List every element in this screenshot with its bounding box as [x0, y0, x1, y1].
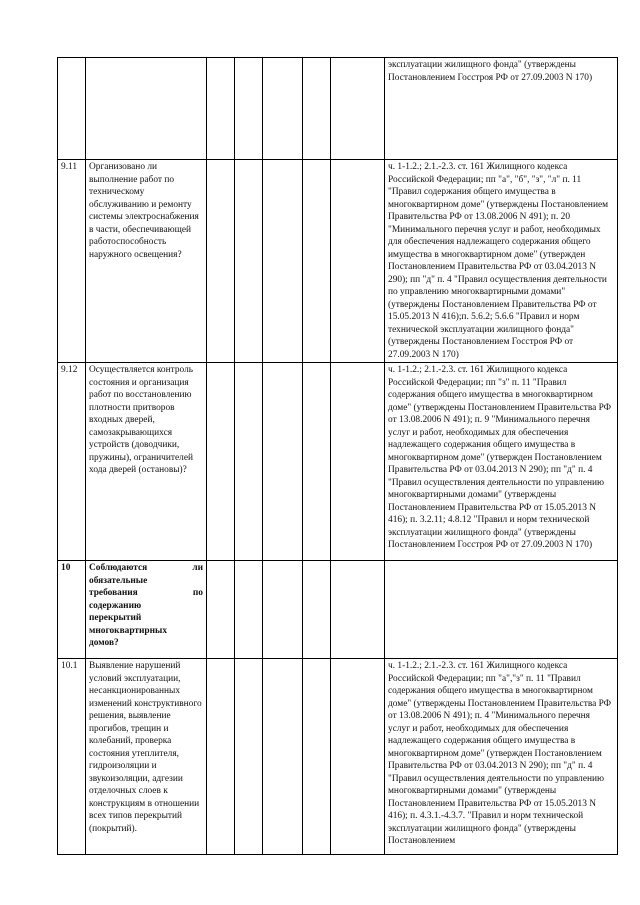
legal-basis-cell: ч. 1-1.2.; 2.1.-2.3. ст. 161 Жилищного кодекса Российской Федерации; пп "а","з" п. 11 "Правил содержания общего имущества в многоквартирном доме" (утверждены Постановлением Правительства РФ от 13.08.2006 N 491); п. 4 "Минимального перечня услуг и работ, необходимых для обеспечения надлежащего содержания общего имущества в многоквартирном доме" (утвержден Постановлением Правительства РФ от 03.04.2013 N 290); пп "д" п. 4 "Правил осуществления деятельности по управлению многоквартирными домами" (утверждены Постановлением Правительства РФ от 15.05.2013 N 416); п. 4.3.1.-4.3.7. "Правил и норм технической эксплуатации жилищного фонда" (утверждены Постановлением [385, 659, 618, 855]
legal-basis-cell [385, 561, 618, 659]
answer-cell [207, 363, 235, 561]
row-number: 9.11 [58, 160, 86, 363]
answer-cell [303, 58, 331, 160]
answer-cell [263, 363, 303, 561]
answer-cell [207, 659, 235, 855]
row-number: 10.1 [58, 659, 86, 855]
checklist-table [57, 57, 618, 855]
table-row [58, 160, 618, 363]
notes-cell [331, 659, 385, 855]
answer-cell [235, 363, 263, 561]
answer-cell [303, 160, 331, 363]
question-line: требования по [89, 588, 203, 598]
notes-cell [331, 363, 385, 561]
answer-cell [263, 659, 303, 855]
notes-cell [331, 561, 385, 659]
question-line: домов? [89, 638, 119, 648]
section-number: 10 [58, 561, 86, 659]
question-cell [86, 58, 207, 160]
answer-cell [303, 363, 331, 561]
question-cell: Организовано ли выполнение работ по техническому обслуживанию и ремонту системы электроснабжения в части, обеспечивающей работоспособность наружного освещения? [86, 160, 207, 363]
answer-cell [263, 58, 303, 160]
notes-cell [331, 58, 385, 160]
answer-cell [235, 561, 263, 659]
table-row [58, 659, 618, 855]
notes-cell [331, 160, 385, 363]
legal-basis-cell: ч. 1-1.2.; 2.1.-2.3. ст. 161 Жилищного кодекса Российской Федерации; пп "а", "б", "з", "л" п. 11 "Правил содержания общего имущества в многоквартирном доме" (утверждены Постановлением Правительства РФ от 13.08.2006 N 491); п. 20 "Минимального перечня услуг и работ, необходимых для обеспечения надлежащего содержания общего имущества в многоквартирном доме" (утвержден Постановлением Правительства РФ от 03.04.2013 N 290); пп "д" п. 4 "Правил осуществления деятельности по управлению многоквартирными домами" (утверждены Постановлением Правительства РФ от 15.05.2013 N 416);п. 5.6.2; 5.6.6 "Правил и норм технической эксплуатации жилищного фонда" (утверждены Постановлением Госстроя РФ от 27.09.2003 N 170) [385, 160, 618, 363]
legal-basis-cell: эксплуатации жилищного фонда" (утверждены Постановлением Госстроя РФ от 27.09.2003 N 170) [385, 58, 618, 160]
answer-cell [235, 160, 263, 363]
table-row [58, 58, 618, 160]
question-line: обязательные [89, 575, 148, 586]
answer-cell [207, 561, 235, 659]
section-heading-row [58, 561, 618, 659]
question-line: содержанию [89, 600, 142, 611]
table-row [58, 363, 618, 561]
question-line: перекрытий [89, 613, 142, 623]
question-cell: Осуществляется контроль состояния и организация работ по восстановлению плотности притворов входных дверей, самозакрывающихся устройств (доводчики, пружины), ограничителей хода дверей (остановы)? [86, 363, 207, 561]
row-number: 9.12 [58, 363, 86, 561]
answer-cell [207, 160, 235, 363]
answer-cell [303, 561, 331, 659]
answer-cell [235, 58, 263, 160]
answer-cell [303, 659, 331, 855]
answer-cell [207, 58, 235, 160]
question-line: Соблюдаются ли [89, 563, 203, 573]
legal-basis-cell: ч. 1-1.2.; 2.1.-2.3. ст. 161 Жилищного кодекса Российской Федерации; пп "з" п. 11 "Правил содержания общего имущества в многоквартирном доме" (утверждены Постановлением Правительства РФ от 13.08.2006 N 491); п. 9 "Минимального перечня услуг и работ, необходимых для обеспечения надлежащего содержания общего имущества в многоквартирном доме" (утвержден Постановлением Правительства РФ от 03.04.2013 N 290); пп "д" п. 4 "Правил осуществления деятельности по управлению многоквартирными домами" (утверждены Постановлением Правительства РФ от 15.05.2013 N 416); п. 3.2.11; 4.8.12 "Правил и норм технической эксплуатации жилищного фонда" (утверждены Постановлением Госстроя РФ от 27.09.2003 N 170) [385, 363, 618, 561]
section-question-cell [86, 561, 207, 659]
answer-cell [263, 160, 303, 363]
row-number [58, 58, 86, 160]
answer-cell [235, 659, 263, 855]
answer-cell [263, 561, 303, 659]
question-cell: Выявление нарушений условий эксплуатации, несанкционированных изменений конструктивного решения, выявление прогибов, трещин и колебаний, проверка состояния утеплителя, гидроизоляции и звукоизоляции, адгезии отделочных слоев к конструкциям в отношении всех типов перекрытий (покрытий). [86, 659, 207, 855]
question-line: многоквартирных [89, 625, 168, 636]
